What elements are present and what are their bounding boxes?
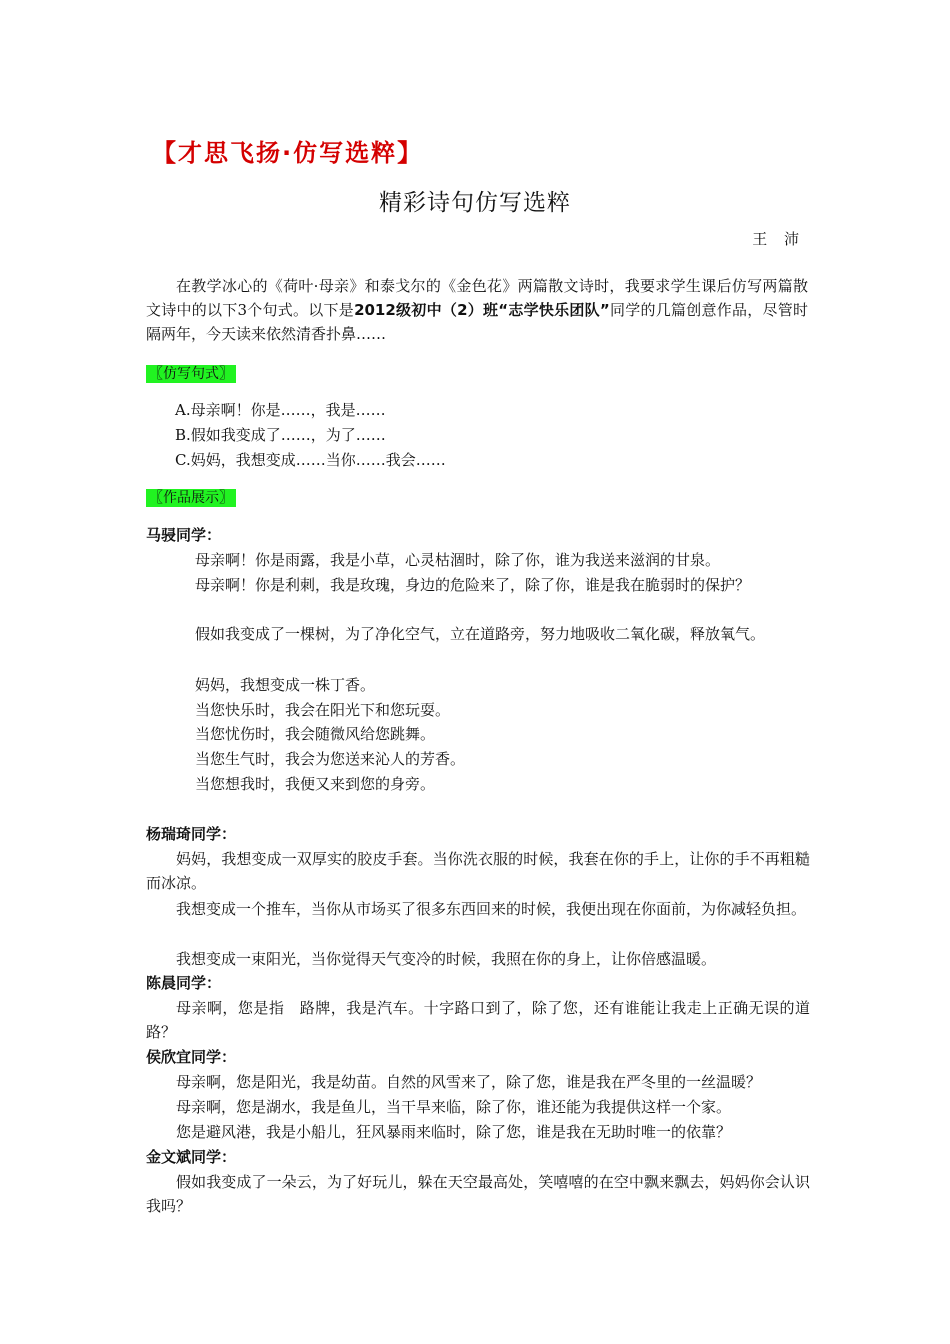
work-line: 母亲啊！你是雨露，我是小草，心灵枯涸时，除了你，谁为我送来滋润的甘泉。 bbox=[195, 551, 721, 569]
work-line: 妈妈，我想变成一株丁香。 bbox=[195, 676, 376, 694]
intro-class-name: 2012级初中（2）班“志学快乐团队” bbox=[354, 301, 610, 319]
student-name-chen: 陈晨同学： bbox=[146, 974, 222, 992]
pattern-c: C.妈妈，我想变成……当你……我会…… bbox=[175, 451, 446, 469]
section-label-works: 〖作品展示〗 bbox=[146, 487, 236, 507]
pattern-b: B.假如我变成了……，为了…… bbox=[175, 426, 386, 444]
column-header: 【才思飞扬·仿写选粹】 bbox=[152, 139, 424, 167]
work-paragraph: 母亲啊，您是指 路牌，我是汽车。十字路口到了，除了您，还有谁能让我走上正确无误的道路？ bbox=[146, 999, 810, 1041]
intro-text-2: 同学的几篇创意作品，尽管时隔两年，今天读来依然清香扑鼻…… bbox=[146, 301, 808, 343]
student-name-ma: 马骎同学： bbox=[146, 526, 222, 544]
work-line: 当您忧伤时，我会随微风给您跳舞。 bbox=[195, 725, 436, 743]
work-line: 假如我变成了一棵树，为了净化空气，立在道路旁，努力地吸收二氧化碳，释放氧气。 bbox=[195, 625, 766, 643]
work-paragraph: 我想变成一束阳光，当你觉得天气变冷的时候，我照在你的身上，让你倍感温暖。 bbox=[176, 950, 717, 968]
work-paragraph: 母亲啊，您是阳光，我是幼苗。自然的风雪来了，除了您，谁是我在严冬里的一丝温暖？ bbox=[176, 1073, 762, 1091]
work-line: 母亲啊！你是利刺，我是玫瑰，身边的危险来了，除了你，谁是我在脆弱时的保护？ bbox=[195, 576, 751, 594]
intro-paragraph bbox=[146, 274, 808, 346]
work-line: 当您生气时，我会为您送来沁人的芳香。 bbox=[195, 750, 466, 768]
student-name-hou: 侯欣宜同学： bbox=[146, 1048, 237, 1066]
work-line: 当您快乐时，我会在阳光下和您玩耍。 bbox=[195, 701, 451, 719]
work-line: 当您想我时，我便又来到您的身旁。 bbox=[195, 775, 436, 793]
work-paragraph: 假如我变成了一朵云，为了好玩儿，躲在天空最高处，笑嘻嘻的在空中飘来飘去，妈妈你会认识我吗？ bbox=[146, 1173, 810, 1215]
work-paragraph: 妈妈，我想变成一双厚实的胶皮手套。当你洗衣服的时候，我套在你的手上，让你的手不再粗糙而冰凉。 bbox=[146, 850, 810, 892]
section-label-patterns: 〖仿写句式〗 bbox=[146, 363, 236, 383]
student-name-jin: 金文斌同学： bbox=[146, 1148, 237, 1166]
author-name: 王 沛 bbox=[752, 230, 805, 248]
student-name-yang: 杨瑞琦同学： bbox=[146, 825, 237, 843]
work-paragraph: 母亲啊，您是湖水，我是鱼儿，当干旱来临，除了你，谁还能为我提供这样一个家。 bbox=[176, 1098, 732, 1116]
intro-text-1: 在教学冰心的《荷叶·母亲》和泰戈尔的《金色花》两篇散文诗时，我要求学生课后仿写两篇散文诗中的以下3个句式。以下是 bbox=[146, 277, 808, 319]
work-paragraph: 我想变成一个推车，当你从市场买了很多东西回来的时候，我便出现在你面前，为你减轻负担。 bbox=[176, 900, 807, 918]
work-paragraph: 您是避风港，我是小船儿，狂风暴雨来临时，除了您，谁是我在无助时唯一的依靠？ bbox=[176, 1123, 732, 1141]
pattern-a: A.母亲啊！你是……，我是…… bbox=[175, 401, 386, 419]
article-title: 精彩诗句仿写选粹 bbox=[379, 190, 571, 216]
